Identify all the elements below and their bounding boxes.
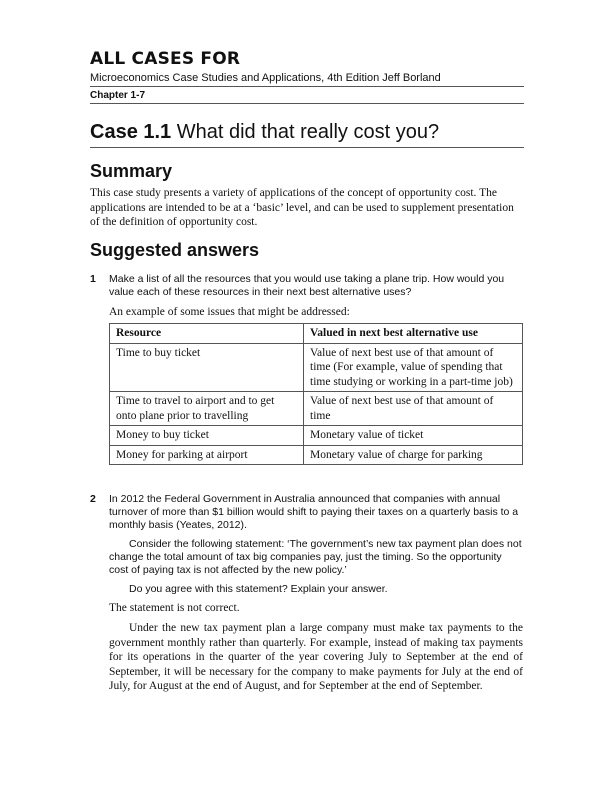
question-2-text: In 2012 the Federal Government in Australia announced that companies with annual turnover of more than $1 billion would shift to paying their taxes on a quarterly basis to a monthly basis (Yeates, 2012). xyxy=(109,493,519,531)
question-2-explanation: Under the new tax payment plan a large company must make tax payments to the government monthly rather than quarterly. For example, instead of making tax payments for its operations in the quarter of the year covering July to September at the end of September, it will be necessary for the company to make payments for July at the end of July, for August at the end of August, and for September at the end of September. xyxy=(109,622,523,692)
question-1-text: Make a list of all the resources that you would use taking a plane trip. How would you value each of these resources in their next best alternative uses? xyxy=(109,273,505,298)
table-row xyxy=(110,343,523,392)
table-header-row xyxy=(110,324,523,344)
table-cell: Monetary value of charge for parking xyxy=(304,445,523,465)
answers-heading: Suggested answers xyxy=(90,240,260,260)
header-divider-bottom xyxy=(90,103,524,104)
table-row xyxy=(110,445,523,465)
question-2-answer: The statement is not correct. xyxy=(109,602,240,614)
table-header-value: Valued in next best alternative use xyxy=(304,324,523,344)
table-cell: Time to buy ticket xyxy=(110,343,304,392)
question-1-intro: An example of some issues that might be addressed: xyxy=(109,306,350,318)
chapter-label: Chapter 1-7 xyxy=(90,90,146,101)
question-2-number: 2 xyxy=(90,493,96,505)
table-row xyxy=(110,392,523,426)
table-cell: Value of next best use of that amount of time (For example, value of spending that time studying or working in a part-time job) xyxy=(304,343,523,392)
header-divider xyxy=(90,86,524,87)
document-brand: ALL CASES FOR xyxy=(90,49,241,69)
table-header-resource: Resource xyxy=(110,324,304,344)
summary-text: This case study presents a variety of applications of the concept of opportunity cost. The applications are intended to be at a ‘basic’ level, and can be used to supplement presentation of the definition of opportunity cost. xyxy=(90,187,514,228)
table-row xyxy=(110,426,523,446)
table-cell: Money to buy ticket xyxy=(110,426,304,446)
table-cell: Money for parking at airport xyxy=(110,445,304,465)
table-cell: Value of next best use of that amount of time xyxy=(304,392,523,426)
table-cell: Monetary value of ticket xyxy=(304,426,523,446)
table-cell: Time to travel to airport and to get onto plane prior to travelling xyxy=(110,392,304,426)
case-number: Case 1.1 xyxy=(90,121,172,143)
case-title xyxy=(90,119,439,145)
question-1-number: 1 xyxy=(90,273,96,285)
case-title-divider xyxy=(90,147,524,148)
book-subtitle: Microeconomics Case Studies and Applications, 4th Edition Jeff Borland xyxy=(90,72,441,84)
case-name: What did that really cost you? xyxy=(176,121,440,143)
question-2-prompt: Do you agree with this statement? Explain your answer. xyxy=(129,583,388,595)
summary-heading: Summary xyxy=(90,161,173,181)
resource-table xyxy=(109,323,523,465)
question-2-statement: Consider the following statement: ‘The government’s new tax payment plan does not change the total amount of tax big companies pay, just the timing. So the opportunity cost of paying tax is not affected by the new policy.’ xyxy=(109,538,522,576)
